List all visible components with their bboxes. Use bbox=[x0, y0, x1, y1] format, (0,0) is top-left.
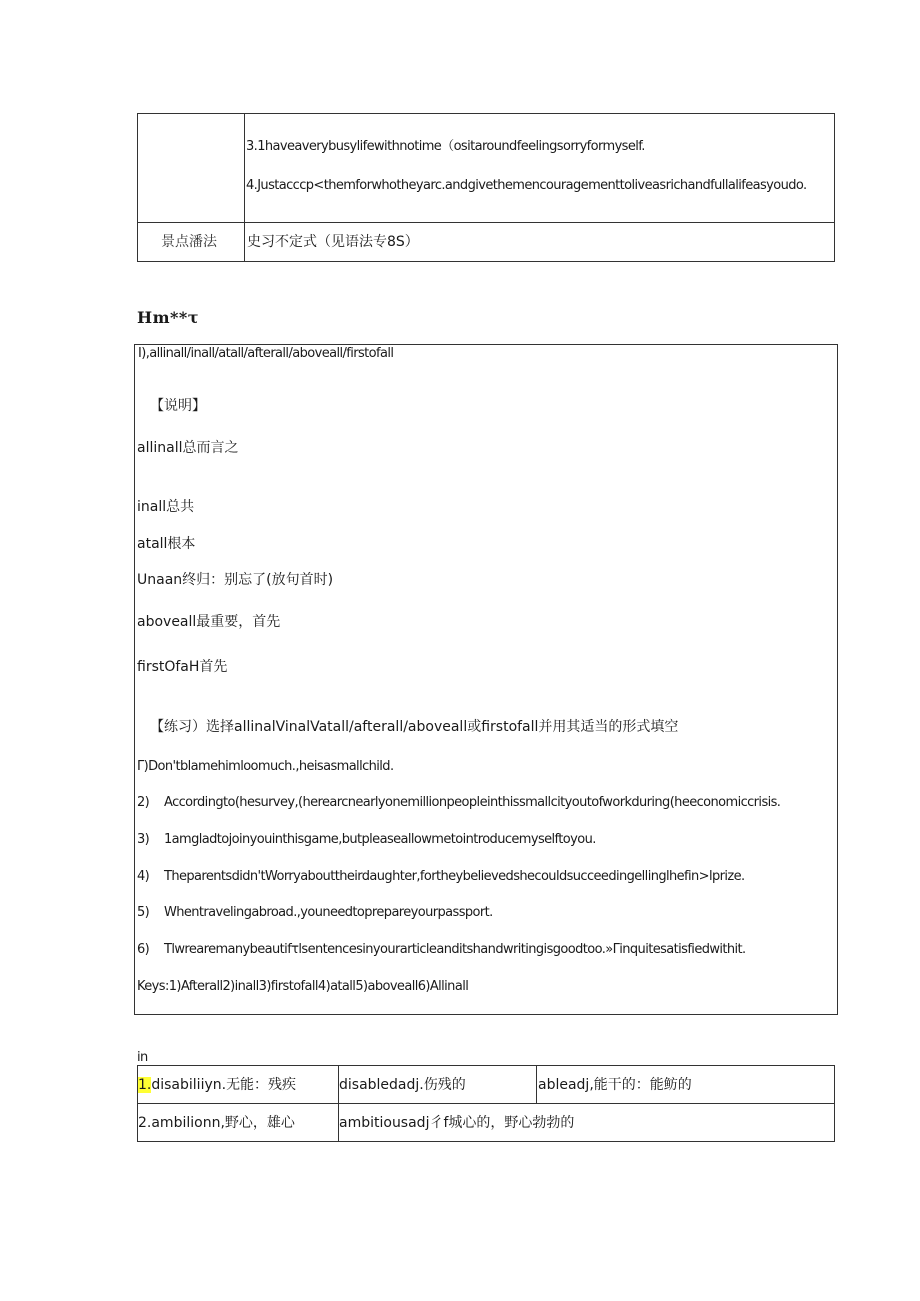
sentence-number: 5) bbox=[137, 905, 150, 920]
sentence-text: 1amgladtojoinyouinthisgame,butpleaseallowmetointroducemyselftoyou. bbox=[164, 832, 596, 847]
phrase-above-all: aboveall最重要，首先 bbox=[137, 614, 281, 630]
vocab-col-divider-2 bbox=[536, 1065, 537, 1104]
top-table-line-2: 4.Justacccp<themforwhotheyarc.andgivethemencouragementtoliveasrichandfullalifeasyoudo. bbox=[246, 178, 807, 193]
sentence-number: 2) bbox=[137, 795, 150, 810]
sentence-text: Γ)Don'tblamehimloomuch.,heisasmallchild. bbox=[137, 759, 394, 774]
bottom-label: in bbox=[137, 1050, 148, 1065]
phrase-in-all: inall总共 bbox=[137, 499, 195, 515]
vocab-row1-col3: ableadj,能干的：能鲂的 bbox=[538, 1077, 692, 1093]
top-table-line-1: 3.1haveaverybusylifewithnotime（ositaroundfeelingsorryformyself. bbox=[246, 139, 645, 154]
vocab-row-divider bbox=[137, 1103, 835, 1104]
top-table-row2-label: 景点潘法 bbox=[161, 234, 217, 250]
phrase-box-header: I),allinall/inall/atall/afterall/aboveall/firstofall bbox=[138, 346, 394, 361]
phrase-at-all: atall根本 bbox=[137, 536, 196, 552]
exercise-sentence-4 bbox=[137, 869, 745, 885]
sentence-text: Theparentsdidn'tWorryabouttheirdaughter,fortheybelievedshecouldsucceedingellinglhefin>lprize. bbox=[164, 869, 745, 884]
vocab-word: disabiliiyn.无能：残疾 bbox=[151, 1077, 297, 1093]
section-title: Hm**τ bbox=[137, 308, 200, 327]
top-table-col-divider bbox=[244, 113, 245, 262]
vocab-row1-col1 bbox=[138, 1077, 296, 1093]
phrase-all-in-all: allinall总而言之 bbox=[137, 440, 239, 456]
top-table-row2-value: 史习不定式（见语法专8S） bbox=[247, 234, 419, 250]
sentence-text: Tlwrearemanybeautifτlsentencesinyourarticleanditshandwritingisgoodtoo.»Γinquitesatisfiedwithit. bbox=[164, 942, 746, 957]
sentence-number: 4) bbox=[137, 869, 150, 884]
vocab-row2-col1: 2.ambilionn,野心，雄心 bbox=[138, 1115, 295, 1131]
phrase-after-all: Unaan终归：别忘了(放句首时) bbox=[137, 572, 334, 588]
highlight-mark: 1. bbox=[138, 1077, 152, 1093]
answer-keys: Keys:1)Afterall2)inall3)firstofall4)atall5)aboveall6)Allinall bbox=[137, 979, 469, 994]
exercise-sentence-6 bbox=[137, 942, 746, 958]
exercise-sentence-2 bbox=[137, 795, 780, 811]
vocab-row2-col2: ambitiousadj彳f城心的，野心勃勃的 bbox=[339, 1115, 575, 1131]
exercise-instruction: 【练习）选择allinalVinalVatall/afterall/aboveall或firstofall并用其适当的形式填空 bbox=[150, 719, 679, 735]
top-table-row-divider bbox=[137, 222, 835, 223]
sentence-text: Accordingto(hesurvey,(herearcnearlyonemillionpeopleinthissmallcityoutofworkduring(heeconomiccrisis. bbox=[164, 795, 781, 810]
exercise-sentence-5 bbox=[137, 905, 493, 921]
sentence-text: Whentravelingabroad.,youneedtoprepareyourpassport. bbox=[164, 905, 493, 920]
exercise-sentence-3 bbox=[137, 832, 596, 848]
sentence-number: 3) bbox=[137, 832, 150, 847]
phrase-first-of-all: firstOfaH首先 bbox=[137, 659, 228, 675]
vocab-row1-col2: disabledadj.伤残的 bbox=[339, 1077, 466, 1093]
explain-label: 【说明】 bbox=[150, 398, 206, 414]
sentence-number: 6) bbox=[137, 942, 150, 957]
exercise-sentence-1 bbox=[137, 759, 393, 775]
